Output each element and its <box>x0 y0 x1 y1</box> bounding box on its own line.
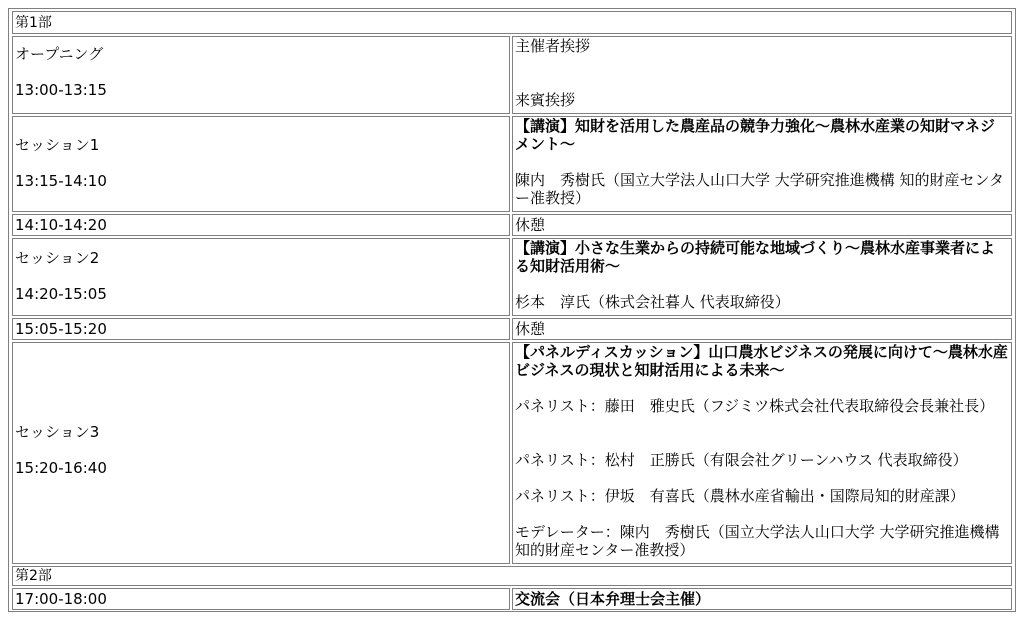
session1-speaker: 陳内 秀樹氏（国立大学法人山口大学 大学研究推進機構 知的財産センター准教授） <box>515 171 1004 207</box>
opening-detail-cell <box>512 36 1012 114</box>
break2-time-cell <box>12 318 510 340</box>
session2-speaker: 杉本 淳氏（株式会社暮人 代表取締役） <box>515 293 790 311</box>
session3-panelist-2: パネリスト：松村 正勝氏（有限会社グリーンハウス 代表取締役） <box>515 451 968 469</box>
break1-time-cell <box>12 214 510 236</box>
opening-line-host: 主催者挨拶 <box>515 37 591 55</box>
opening-info-cell <box>12 36 510 114</box>
session3-title: 【パネルディスカッション】山口農水ビジネスの発展に向けて～農林水産ビジネスの現状と知財活用による未来～ <box>515 343 1008 379</box>
session3-panelist-3: パネリスト：伊坂 有喜氏（農林水産省輸出・国際局知的財産課） <box>515 487 965 505</box>
session3-name: セッション3 <box>15 423 100 441</box>
session2-info-cell <box>12 238 510 316</box>
part1-header <box>12 11 1012 34</box>
break1-label-cell <box>512 214 1012 236</box>
session3-moderator: モデレーター：陳内 秀樹氏（国立大学法人山口大学 大学研究推進機構 知的財産センター准教授） <box>515 523 1000 559</box>
program-table <box>8 8 1016 612</box>
break1-time: 14:10-14:20 <box>15 216 107 234</box>
part2-label: 第2部 <box>15 568 52 584</box>
session1-name: セッション1 <box>15 136 100 154</box>
session3-info-cell <box>12 342 510 564</box>
session1-info-cell <box>12 116 510 212</box>
session1-detail-cell <box>512 116 1012 212</box>
break1-label: 休憩 <box>515 216 546 234</box>
part2-header <box>12 566 1012 586</box>
session2-title: 【講演】小さな生業からの持続可能な地域づくり～農林水産事業者による知財活用術～ <box>515 239 996 275</box>
networking-label-cell <box>512 588 1012 610</box>
networking-time-cell <box>12 588 510 610</box>
networking-label: 交流会（日本弁理士会主催） <box>515 590 711 608</box>
session2-time: 14:20-15:05 <box>15 285 107 303</box>
opening-time: 13:00-13:15 <box>15 81 107 99</box>
break2-label-cell <box>512 318 1012 340</box>
part1-label: 第1部 <box>15 15 52 31</box>
session3-panelist-1: パネリスト：藤田 雅史氏（フジミツ株式会社代表取締役会長兼社長） <box>515 397 995 415</box>
session2-name: セッション2 <box>15 249 100 267</box>
session3-time: 15:20-16:40 <box>15 459 107 477</box>
session1-title: 【講演】知財を活用した農産品の競争力強化～農林水産業の知財マネジメント～ <box>515 117 996 153</box>
opening-line-guest: 来賓挨拶 <box>515 91 576 109</box>
networking-time: 17:00-18:00 <box>15 590 107 608</box>
session3-detail-cell <box>512 342 1012 564</box>
session2-detail-cell <box>512 238 1012 316</box>
break2-label: 休憩 <box>515 320 546 338</box>
session1-time: 13:15-14:10 <box>15 172 107 190</box>
break2-time: 15:05-15:20 <box>15 320 107 338</box>
opening-name: オープニング <box>15 45 104 63</box>
